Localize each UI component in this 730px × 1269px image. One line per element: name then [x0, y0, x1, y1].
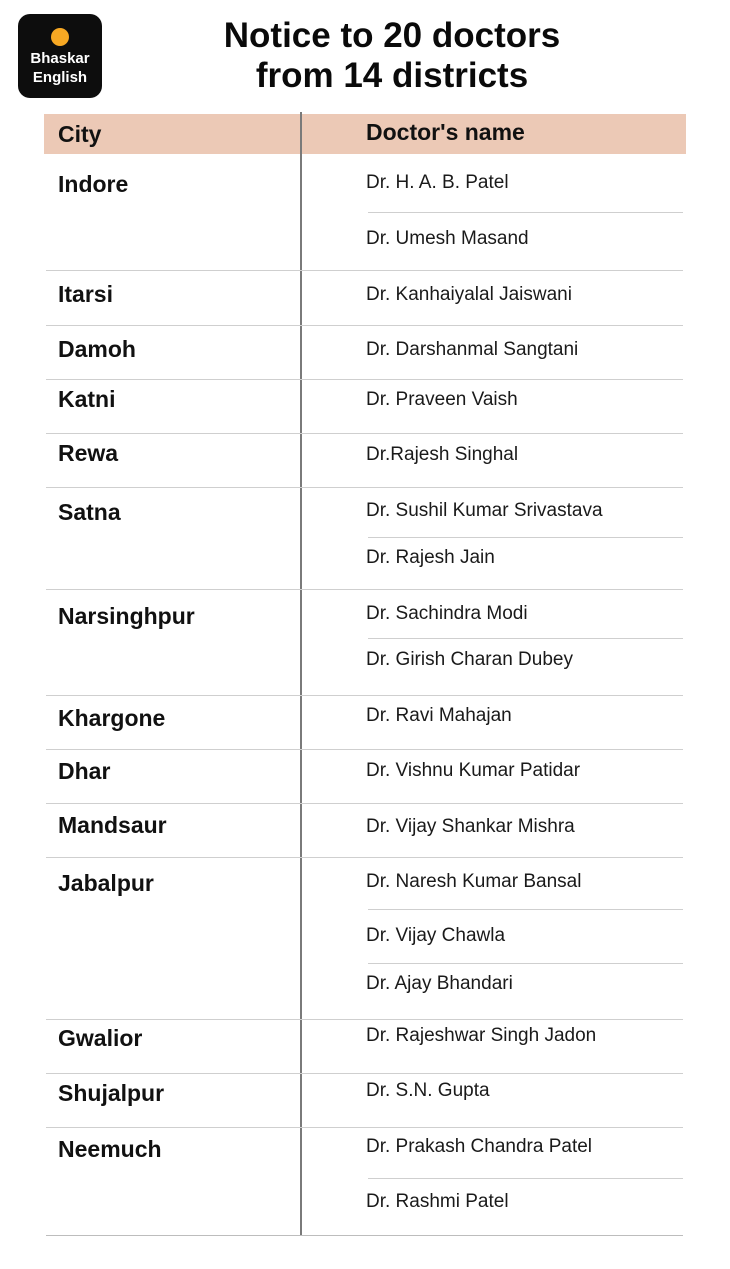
doctor-cell: Dr. Ravi Mahajan — [366, 705, 512, 726]
doctor-cell: Dr.Rajesh Singhal — [366, 444, 519, 465]
doctor-cell: Dr. Sushil Kumar Srivastava — [366, 500, 603, 521]
doctor-cell: Dr. Vishnu Kumar Patidar — [366, 760, 581, 781]
doctor-divider — [368, 638, 683, 639]
table-bottom-border — [46, 1235, 683, 1236]
row-divider — [46, 1073, 683, 1074]
doctor-divider — [368, 537, 683, 538]
row-divider — [46, 487, 683, 488]
title-line-1: Notice to 20 doctors — [223, 16, 561, 55]
city-cell: Mandsaur — [58, 812, 167, 838]
doctor-divider — [368, 1178, 683, 1179]
doctor-cell: Dr. Girish Charan Dubey — [366, 649, 573, 670]
column-header-city: City — [58, 121, 102, 147]
doctor-cell: Dr. S.N. Gupta — [366, 1080, 490, 1101]
doctor-cell: Dr. Prakash Chandra Patel — [366, 1136, 593, 1157]
row-divider — [46, 270, 683, 271]
title-line-2: from 14 districts — [255, 56, 529, 95]
row-divider — [46, 857, 683, 858]
city-cell: Katni — [58, 386, 116, 412]
city-cell: Gwalior — [58, 1025, 143, 1051]
city-cell: Indore — [58, 171, 129, 197]
doctor-cell: Dr. Kanhaiyalal Jaiswani — [366, 284, 572, 305]
doctor-cell: Dr. Umesh Masand — [366, 228, 529, 249]
doctor-cell: Dr. Vijay Shankar Mishra — [366, 816, 575, 837]
row-divider — [46, 1019, 683, 1020]
row-divider — [46, 589, 683, 590]
row-divider — [46, 803, 683, 804]
doctor-divider — [368, 212, 683, 213]
row-divider — [46, 695, 683, 696]
logo-text — [18, 49, 102, 87]
city-cell: Dhar — [58, 758, 111, 784]
logo-line-2: English — [32, 69, 88, 86]
doctor-divider — [368, 909, 683, 910]
doctor-cell: Dr. Ajay Bhandari — [366, 973, 513, 994]
column-header-doctor: Doctor's name — [366, 119, 525, 145]
city-cell: Khargone — [58, 705, 166, 731]
row-divider — [46, 1127, 683, 1128]
doctor-cell: Dr. Sachindra Modi — [366, 603, 528, 624]
city-cell: Rewa — [58, 440, 119, 466]
doctor-cell: Dr. H. A. B. Patel — [366, 172, 509, 193]
doctor-cell: Dr. Naresh Kumar Bansal — [366, 871, 582, 892]
logo-sun-icon — [51, 28, 69, 46]
table-header-band — [44, 114, 686, 154]
bhaskar-english-logo — [18, 14, 102, 98]
row-divider — [46, 379, 683, 380]
doctor-cell: Dr. Rashmi Patel — [366, 1191, 509, 1212]
row-divider — [46, 325, 683, 326]
row-divider — [46, 433, 683, 434]
doctor-cell: Dr. Rajesh Jain — [366, 547, 495, 568]
doctor-cell: Dr. Vijay Chawla — [366, 925, 506, 946]
city-cell: Shujalpur — [58, 1080, 165, 1106]
logo-line-1: Bhaskar — [30, 50, 90, 67]
doctor-divider — [368, 963, 683, 964]
doctor-cell: Dr. Rajeshwar Singh Jadon — [366, 1025, 597, 1046]
column-divider — [300, 112, 302, 1236]
page-title — [150, 16, 634, 96]
city-cell: Narsinghpur — [58, 603, 195, 629]
row-divider — [46, 749, 683, 750]
doctor-cell: Dr. Darshanmal Sangtani — [366, 339, 579, 360]
doctor-cell: Dr. Praveen Vaish — [366, 389, 518, 410]
city-cell: Satna — [58, 499, 121, 525]
city-cell: Damoh — [58, 336, 136, 362]
city-cell: Neemuch — [58, 1136, 162, 1162]
city-cell: Jabalpur — [58, 870, 154, 896]
city-cell: Itarsi — [58, 281, 113, 307]
